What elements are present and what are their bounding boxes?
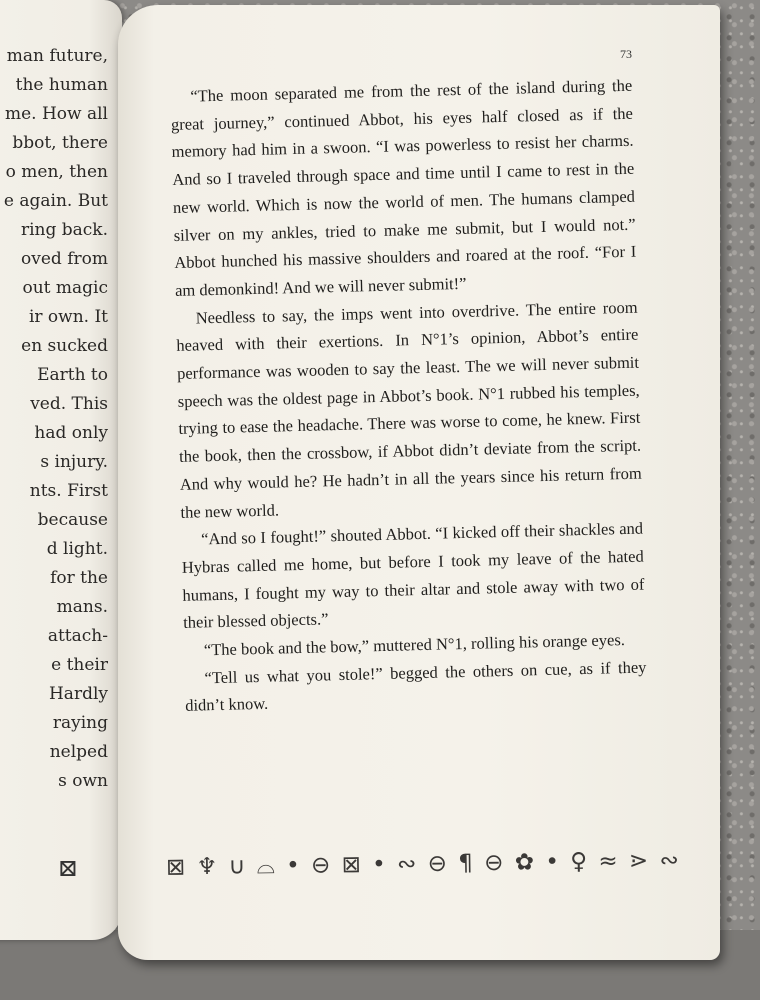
left-page-line: man future, bbox=[6, 46, 108, 66]
left-page-line: had only bbox=[34, 423, 108, 443]
paragraph: Needless to say, the imps went into overdrive. The entire room heaved with their exertions. In N°1’s opinion, Abbot’s entire performance was wooden to say the least. The we will never submit speech was the oldest page in Abbot’s book. N°1 rubbed his temples, trying to ease the headache. There was worse to come, he knew. First the book, then the crossbow, if Abbot didn’t deviate from the script. And why would he? He hadn’t in all the years since his return from the new world. bbox=[176, 297, 642, 522]
left-page-line: nelped bbox=[49, 742, 108, 762]
left-page bbox=[0, 0, 122, 940]
left-page-line: bbot, there bbox=[12, 133, 108, 153]
paragraph: “The book and the bow,” muttered N°1, rolling his orange eyes. bbox=[203, 630, 626, 660]
left-page-line: d light. bbox=[46, 539, 108, 559]
left-page-line: mans. bbox=[56, 597, 108, 617]
paragraph: “The moon separated me from the rest of the island during the great journey,” continued Abbot, his eyes half closed as if the memory had him in a swoon. “I was powerless to resist her charms. And so I traveled through space and time until I came to rest in the new world. Which is now the world of men. The humans clamped silver on my ankles, tried to make me submit, but I would not.” Abbot hunched his massive shoulders and roared at the roof. “For I am demonkind! And we will never submit!” bbox=[170, 75, 637, 300]
right-page bbox=[118, 5, 720, 960]
left-page-line: attach- bbox=[47, 626, 108, 646]
left-page-line: e their bbox=[51, 655, 108, 675]
left-page-line: the human bbox=[15, 75, 108, 95]
body-text bbox=[170, 72, 647, 720]
left-page-line: nts. First bbox=[29, 481, 108, 501]
paragraph: “And so I fought!” shouted Abbot. “I kicked off their shackles and Hybras called me home, but before I took my leave of the hated humans, I fought my way to their altar and stole away with two of their blessed objects.” bbox=[181, 518, 645, 633]
left-page-line: s own bbox=[58, 771, 108, 791]
left-page-line: ved. This bbox=[30, 394, 108, 414]
left-page-line: en sucked bbox=[21, 336, 108, 356]
left-page-line: e again. But bbox=[3, 191, 108, 211]
left-page-text bbox=[4, 42, 108, 796]
left-page-line: me. How all bbox=[4, 104, 108, 124]
left-page-line: for the bbox=[50, 568, 108, 588]
left-page-line: ring back. bbox=[20, 220, 108, 240]
left-page-line: o men, then bbox=[5, 162, 108, 182]
left-page-line: oved from bbox=[21, 249, 108, 269]
left-page-line: raying bbox=[52, 713, 108, 733]
left-page-line: Hardly bbox=[48, 684, 108, 704]
decorative-glyph-row: ⊠ ♆ ∪ ⌓ • ⊖ ⊠ • ∾ ⊖ ¶ ⊖ ✿ • ♀ ≈ ⋗ ∾ bbox=[165, 847, 681, 881]
left-page-line: ir own. It bbox=[28, 307, 108, 327]
paragraph: “Tell us what you stole!” begged the others on cue, as if they didn’t know. bbox=[184, 657, 647, 716]
left-page-line: Earth to bbox=[37, 365, 108, 385]
page-number: 73 bbox=[620, 47, 632, 61]
ornament-icon: ⊠ bbox=[57, 854, 78, 882]
left-page-line: out magic bbox=[22, 278, 108, 298]
left-page-line: s injury. bbox=[40, 452, 108, 472]
left-page-line: because bbox=[37, 510, 108, 530]
